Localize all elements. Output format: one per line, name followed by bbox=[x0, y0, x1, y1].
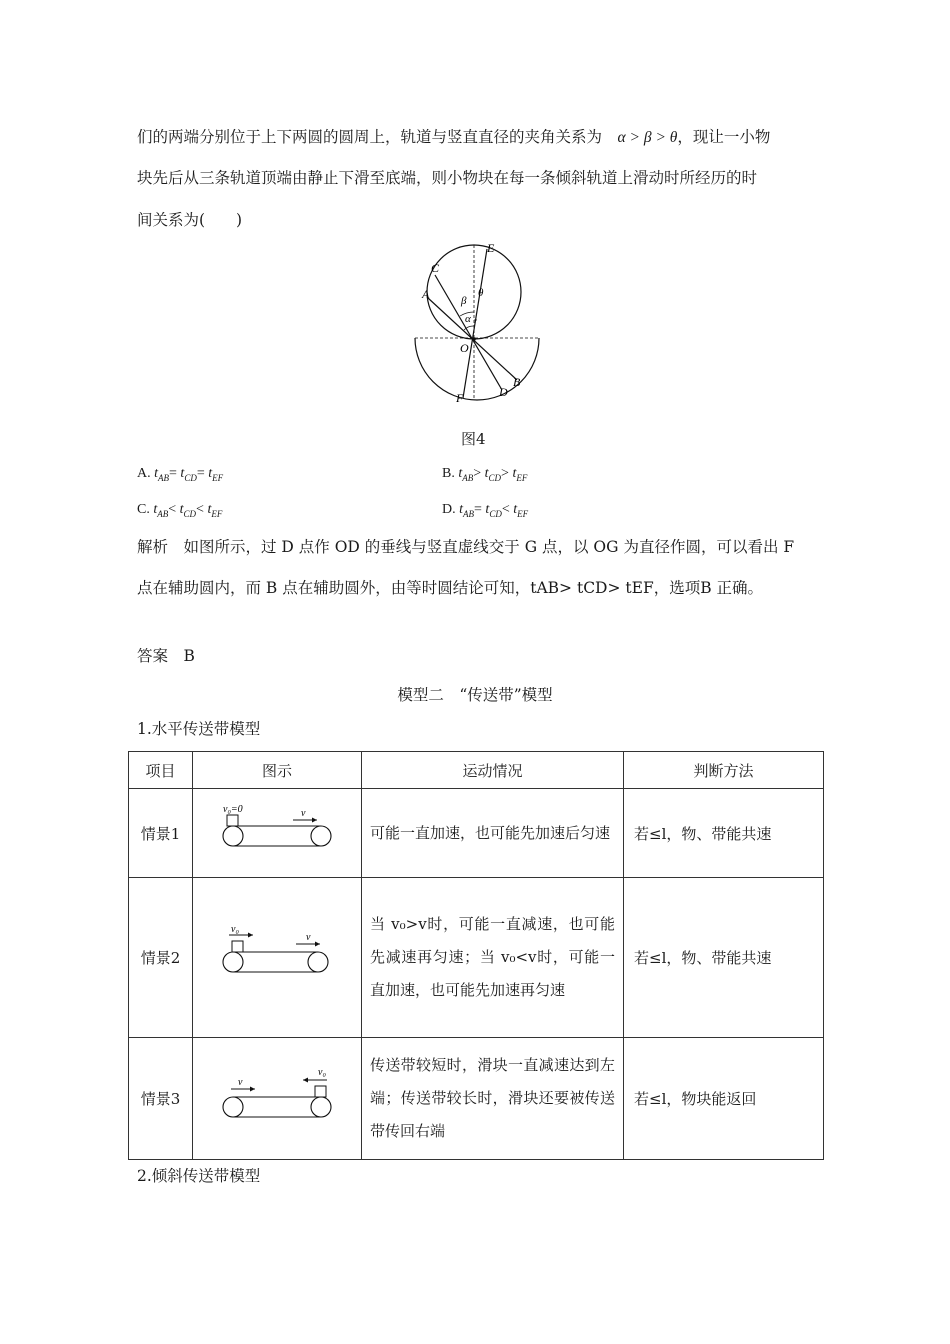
option-D: D. $t_{AB}= t_{CD}< t_{EF}$ bbox=[442, 502, 529, 519]
svg-text:v₀=0: v₀=0 bbox=[223, 804, 243, 815]
label-theta: θ bbox=[478, 287, 484, 299]
circle-track-figure bbox=[405, 240, 545, 405]
label-E: E bbox=[487, 241, 495, 255]
svg-text:v₀: v₀ bbox=[318, 1066, 326, 1078]
header-judge: 判断方法 bbox=[624, 752, 824, 789]
row-judge: 若≤l，物块能返回 bbox=[624, 1038, 824, 1160]
label-A: A bbox=[422, 287, 430, 301]
header-item: 项目 bbox=[129, 752, 193, 789]
label-B: B bbox=[513, 375, 521, 389]
point-O bbox=[472, 337, 476, 341]
label-alpha: α bbox=[465, 313, 471, 325]
section-title: 模型二 “传送带”模型 bbox=[397, 686, 553, 704]
header-diagram: 图示 bbox=[193, 752, 362, 789]
svg-text:v: v bbox=[238, 1076, 243, 1088]
intro-line-1: 们的两端分别位于上下两圆的圆周上，轨道与竖直直径的夹角关系为 α > β > θ，现让一小物 bbox=[137, 128, 771, 146]
row-label: 情景2 bbox=[129, 878, 193, 1038]
subheading-inclined: 2.倾斜传送带模型 bbox=[137, 1167, 261, 1185]
label-C: C bbox=[431, 261, 440, 275]
analysis-line-1: 解析 如图所示，过 D 点作 OD 的垂线与竖直虚线交于 G 点，以 OG 为直径作圆，可以看出 F bbox=[137, 538, 795, 556]
row-label: 情景3 bbox=[129, 1038, 193, 1160]
conveyor-table bbox=[128, 751, 824, 1160]
table-row bbox=[129, 878, 824, 1038]
row-motion: 可能一直加速，也可能先加速后匀速 bbox=[362, 789, 624, 878]
table-row bbox=[129, 789, 824, 878]
belt-diagram-2 bbox=[193, 878, 362, 1038]
label-beta: β bbox=[461, 295, 467, 307]
row-motion: 当 v₀>v时，可能一直减速，也可能先减速再匀速；当 v₀<v时，可能一直加速，也可能先加速再匀速 bbox=[362, 878, 624, 1038]
analysis-line-2: 点在辅助圆内，而 B 点在辅助圆外，由等时圆结论可知，tAB> tCD> tEF，选项B 正确。 bbox=[137, 579, 764, 597]
figure-caption: 图4 bbox=[461, 430, 486, 448]
belt-diagram-3 bbox=[193, 1038, 362, 1160]
track-CD bbox=[435, 275, 502, 390]
svg-text:v: v bbox=[306, 931, 311, 943]
label-O: O bbox=[460, 341, 469, 355]
label-D: D bbox=[499, 385, 508, 399]
option-C: C. $t_{AB}< t_{CD}< t_{EF}$ bbox=[137, 502, 223, 519]
subheading-horizontal: 1.水平传送带模型 bbox=[137, 720, 261, 738]
row-judge: 若≤l，物、带能共速 bbox=[624, 878, 824, 1038]
table-row bbox=[129, 1038, 824, 1160]
answer: 答案 B bbox=[137, 647, 195, 665]
label-F: F bbox=[456, 391, 464, 405]
belt-diagram-1 bbox=[193, 789, 362, 878]
intro-line-2: 块先后从三条轨道顶端由静止下滑至底端，则小物块在每一条倾斜轨道上滑动时所经历的时 bbox=[137, 169, 758, 187]
table-header-row bbox=[129, 752, 824, 789]
svg-text:v₀: v₀ bbox=[231, 923, 239, 935]
svg-text:v: v bbox=[301, 808, 306, 819]
intro-line-3: 间关系为( ) bbox=[137, 211, 243, 229]
row-judge: 若≤l，物、带能共速 bbox=[624, 789, 824, 878]
row-motion: 传送带较短时，滑块一直减速达到左端；传送带较长时，滑块还要被传送带传回右端 bbox=[362, 1038, 624, 1160]
option-B: B. $t_{AB}> t_{CD}> t_{EF}$ bbox=[442, 466, 528, 483]
option-A: A. $t_{AB}= t_{CD}= t_{EF}$ bbox=[137, 466, 224, 483]
header-motion: 运动情况 bbox=[362, 752, 624, 789]
row-label: 情景1 bbox=[129, 789, 193, 878]
